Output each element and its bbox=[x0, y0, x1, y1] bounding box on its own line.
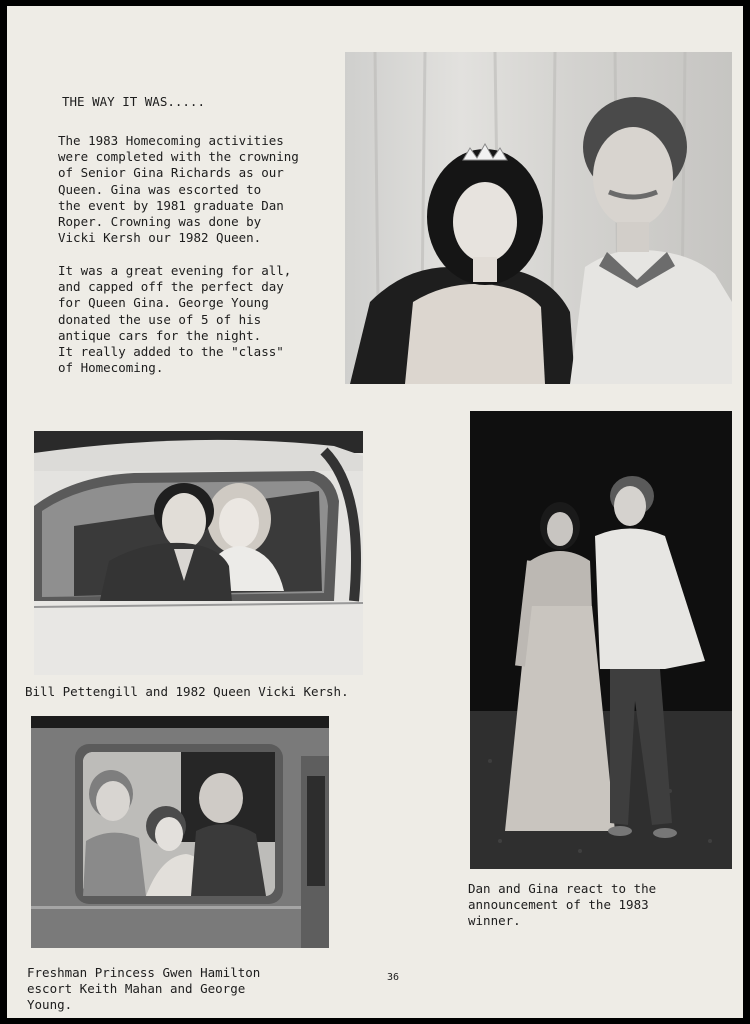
car-photo-caption: Bill Pettengill and 1982 Queen Vicki Kersh. bbox=[25, 684, 349, 699]
article-paragraph-2: It was a great evening for all, and capped off the perfect day for Queen Gina. George Young donated the use of 5 of his antique cars for the night. It really added to the "class" of Homecoming. bbox=[58, 263, 292, 376]
article-paragraph-1: The 1983 Homecoming activities were completed with the crowning of Senior Gina Richards as our Queen. Gina was escorted to the event by 1981 graduate Dan Roper. Crowning was done by Vicki Kersh our 1982 Queen. bbox=[58, 133, 299, 246]
article-heading: THE WAY IT WAS..... bbox=[62, 94, 205, 109]
antique-car-photo bbox=[31, 716, 329, 948]
antique-car-photo-caption: Freshman Princess Gwen Hamilton escort Keith Mahan and George Young. bbox=[27, 965, 261, 1013]
car-window-photo bbox=[34, 431, 363, 675]
night-couple-photo bbox=[470, 411, 732, 869]
page-number: 36 bbox=[387, 972, 400, 983]
yearbook-page bbox=[7, 6, 743, 1018]
queen-and-escort-photo bbox=[345, 52, 732, 384]
night-photo-caption: Dan and Gina react to the announcement of the 1983 winner. bbox=[468, 881, 657, 929]
